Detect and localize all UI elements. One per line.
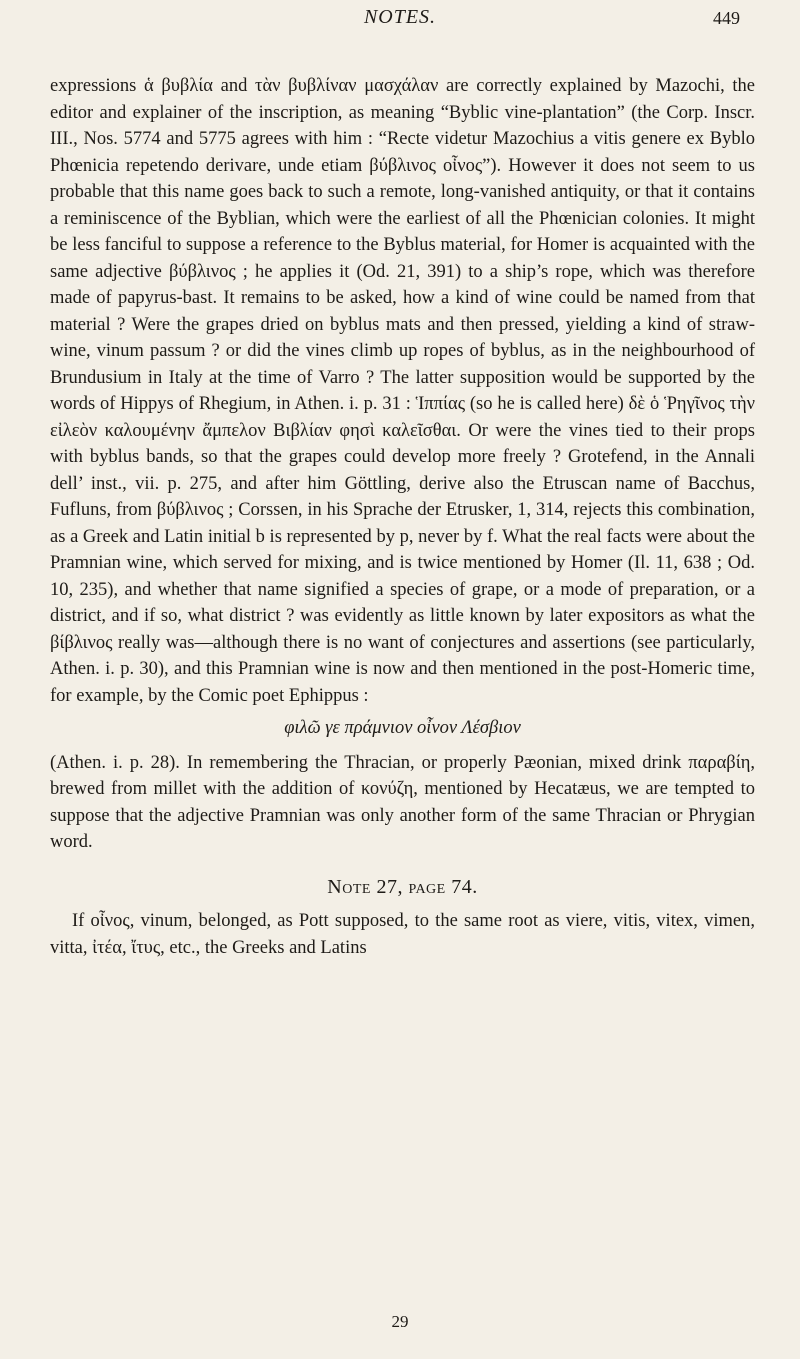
running-title: NOTES.: [363, 6, 437, 28]
body-text: [50, 73, 755, 961]
page-number: 449: [713, 8, 740, 28]
note-heading: Note 27, page 74.: [327, 875, 478, 898]
paragraph-2: (Athen. i. p. 28). In remembering the Thracian, or properly Pæonian, mixed drink παραβίη, brewed from millet with the addition of κονύζη, mentioned by Hecatæus, we are tempted to suppose that the adjective Pramnian was only another form of the same Thracian or Phrygian word.: [50, 752, 755, 852]
signature-mark: 29: [391, 1312, 409, 1331]
paragraph-3: If οἶνος, vinum, belonged, as Pott supposed, to the same root as viere, vitis, vitex, vimen, vitta, ἰτέα, ἴτυς, etc., the Greeks and Latins: [50, 911, 755, 958]
paragraph-1: expressions ἁ βυβλία and τὰν βυβλίναν μασχάλαν are correctly explained by Mazochi, the editor and explainer of the inscription, as meaning “Byblic vine-plantation” (the Corp. Inscr. III., Nos. 5774 and 5775 agrees with him : “Recte videtur Mazochius a vitis genere ex Byblo Phœnicia repetendo derivare, unde etiam βύβλινος οἶνος”). However it does not seem to us probable that this name goes back to such a remote, long-vanished antiquity, or that it contains a reminiscence of the Byblian, which were the earliest of all the Phœnician colonies. It might be less fanciful to suppose a reference to the Byblus material, for Homer is acquainted with the same adjective βύβλινος ; he applies it (Od. 21, 391) to a ship’s rope, which was therefore made of papyrus-bast. It remains to be asked, how a kind of wine could be named from that material ? Were the grapes dried on byblus mats and then pressed, yielding a kind of straw-wine, vinum passum ? or did the vines climb up ropes of byblus, as in the neighbourhood of Brundusium in Italy at the time of Varro ? The latter supposition would be supported by the words of Hippys of Rhegium, in Athen. i. p. 31 : Ἱππίας (so he is called here) δὲ ὁ Ῥηγῖνος τὴν εἰλεὸν καλουμένην ἄμπελον Βιβλίαν φησὶ καλεῖσθαι. Or were the vines tied to their props with byblus bands, so that the grapes could develop more freely ? Grotefend, in the Annali dell’ inst., vii. p. 275, and after him Göttling, derive also the Etruscan name of Bacchus, Fufluns, from βύβλινος ; Corssen, in his Sprache der Etrusker, 1, 314, rejects this combination, as a Greek and Latin initial b is represented by p, never by f. What the real facts were about the Pramnian wine, which served for mixing, and is twice mentioned by Homer (Il. 11, 638 ; Od. 10, 235), and whether that name signified a species of grape, or a mode of preparation, or a district, and if so, what district ? was evidently as little known by later expositors as what the βίβλινος really was—although there is no want of conjectures and assertions (see particularly, Athen. i. p. 30), and this Pramnian wine is now and then mentioned in the post-Homeric time, for example, by the Comic poet Ephippus :: [50, 76, 755, 706]
verse-quote: φιλῶ γε πράμνιον οἶνον Λέσβιον: [284, 718, 521, 738]
